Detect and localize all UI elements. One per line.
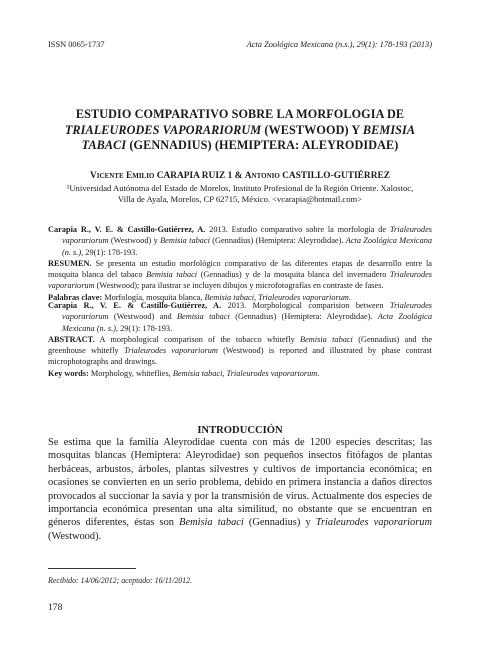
- citation-text: (Gennadius) (Hemiptera: Aleyrodidae).: [229, 312, 378, 322]
- citation-text: 2013. Estudio comparativo sobre la morfología de: [205, 225, 390, 234]
- key-words: [48, 368, 432, 379]
- affiliation-line-2: Villa de Ayala, Morelos, CP 62715, México. <vcarapia@hotmail.com>: [117, 194, 363, 205]
- citation-text: , 29(1): 178-193.: [115, 323, 173, 333]
- received-dates: Recibido: 14/06/2012; aceptado: 16/11/2012.: [48, 576, 193, 585]
- footnote-rule: [48, 568, 136, 569]
- intro-text: (Gennadius) y: [243, 517, 316, 529]
- abstract: [48, 334, 432, 368]
- affiliation-line-1: ¹Universidad Autónoma del Estado de Morelos, Instituto Profesional de la Región Oriente. Xalostoc,: [66, 183, 414, 193]
- species-name: Trialeurodes vaporariorum: [48, 270, 433, 291]
- section-heading: INTRODUCCIÓN: [197, 425, 283, 436]
- species-name: Bemisia tabaci: [146, 270, 198, 280]
- citation-text: 2013. Morphological comparision between: [221, 301, 390, 310]
- running-header: [48, 40, 432, 54]
- species-name: Bemisia tabaci: [176, 312, 230, 322]
- title-line-1: ESTUDIO COMPARATIVO SOBRE LA MORFOLOGIA DE: [75, 107, 405, 121]
- species-name: Bemisia tabaci: [172, 368, 223, 378]
- affiliation-mark: 1: [225, 171, 235, 181]
- author-2: Antonio CASTILLO-GUTIÉRREZ: [244, 171, 390, 181]
- species-name: Bemisia tabaci: [160, 236, 210, 246]
- journal-citation: Acta Zoológica Mexicana (n.s.), 29(1): 178-193 (2013): [246, 40, 432, 49]
- title-text: (WESTWOOD) Y: [261, 122, 363, 137]
- authors: [40, 171, 440, 181]
- page-number: 178: [48, 602, 63, 613]
- species-name: Trialeurodes vaporariorum: [62, 301, 433, 322]
- author-1: Vicente Emilio CARAPIA RUIZ: [90, 171, 226, 181]
- intro-paragraph: [48, 436, 432, 543]
- spanish-citation: [48, 224, 432, 258]
- title-line-2: [40, 123, 440, 139]
- journal-name: Acta Zoológica Mexicana (n. s.): [62, 236, 433, 257]
- species-name: Trialeurodes vaporariorum: [315, 517, 432, 529]
- affiliation: [48, 183, 432, 206]
- keywords-text: .: [317, 368, 320, 378]
- abstract-text: A morphological comparison of the tobacco whitefly: [94, 334, 301, 344]
- citation-authors: Carapia R., V. E. & Castillo-Gutiérrez, A.: [48, 225, 206, 234]
- species-name: Trialeurodes vaporariorum: [258, 292, 349, 302]
- keywords-label: Key words:: [48, 368, 89, 378]
- title-line-3: [40, 138, 440, 154]
- keywords-text: Morphology, whiteflies,: [88, 368, 173, 378]
- keywords-text: ,: [222, 368, 227, 378]
- title-species-1: TRIALEURODES VAPORARIORUM: [64, 122, 262, 137]
- journal-name: Acta Zoológica Mexicana (n. s.): [62, 312, 432, 333]
- title-species-2b: TABACI: [81, 138, 127, 152]
- intro-text: Se estima que la familia Aleyrodidae cuenta con más de 1200 especies descritas; las mosquitas blancas (Hemiptera: Aleyrodidae) son pequeños insectos fitófagos de plantas herbáceas, arbustos, árboles, plantas silvestres y cultivos de importancia económica; en ocasiones se convierten en un serio problema, debido en primera instancia a daños directos provocados al succionar la savia y por la transmisión de virus. Actualmente dos especies de importancia económica presentan una alta similitud, no obstante que se encuentran en géneros diferentes, éstas son: [48, 437, 432, 529]
- ampersand: &: [234, 171, 245, 181]
- spanish-abstract-block: [48, 224, 432, 303]
- species-name: Bemisia tabaci: [179, 517, 244, 529]
- intro-text: (Westwood).: [48, 530, 102, 542]
- citation-text: , 29(1): 178-193.: [81, 247, 138, 257]
- abstract-text: (Gennadius) and the greenhouse whitefly: [48, 334, 433, 356]
- resumen-text: Se presenta un estudio morfológico comparativo de las diferentes etapas de desarrollo entre la mosquita blanca del tabaco: [48, 258, 432, 280]
- keywords-text: Morfología, mosquita blanca,: [102, 292, 205, 302]
- article-title: [40, 107, 440, 154]
- citation-authors: Carapia R., V. E. & Castillo-Gutiérrez, A.: [48, 301, 222, 310]
- keywords-label: Palabras clave:: [48, 292, 103, 302]
- abstract-label: ABSTRACT.: [48, 334, 95, 344]
- citation-text: (Westwood) y: [108, 236, 161, 246]
- keywords-text: ,: [254, 292, 259, 302]
- title-species-2a: BEMISIA: [362, 122, 416, 137]
- abstract-text: (Westwood) is reported and illustrated by phase contrast microphotographs and drawings.: [48, 346, 432, 367]
- citation-text: (Westwood) and: [108, 312, 177, 322]
- resumen-text: (Gennadius) y de la mosquita blanca del invernadero: [197, 270, 390, 280]
- species-name: Trialeurodes vaporariorum: [226, 368, 318, 378]
- resumen-label: RESUMEN.: [48, 258, 92, 268]
- resumen-text: (Westwood); para ilustrar se incluyen dibujos y microfotografías en contraste de fases.: [94, 281, 384, 291]
- issn: ISSN 0065-1737: [48, 40, 105, 49]
- species-name: Trialeurodes vaporariorum: [62, 225, 432, 246]
- species-name: Trialeurodes vaporariorum: [123, 346, 218, 356]
- english-citation: [48, 300, 432, 334]
- species-name: Bemisia tabaci: [300, 334, 353, 344]
- species-name: Bemisia tabaci: [204, 292, 255, 302]
- resumen: [48, 258, 432, 292]
- citation-text: (Gennadius) (Hemiptera: Aleyrodidae).: [209, 236, 346, 246]
- keywords-text: .: [348, 292, 351, 302]
- title-text: (GENNADIUS) (HEMIPTERA: ALEYRODIDAE): [126, 138, 399, 152]
- english-abstract-block: [48, 300, 432, 379]
